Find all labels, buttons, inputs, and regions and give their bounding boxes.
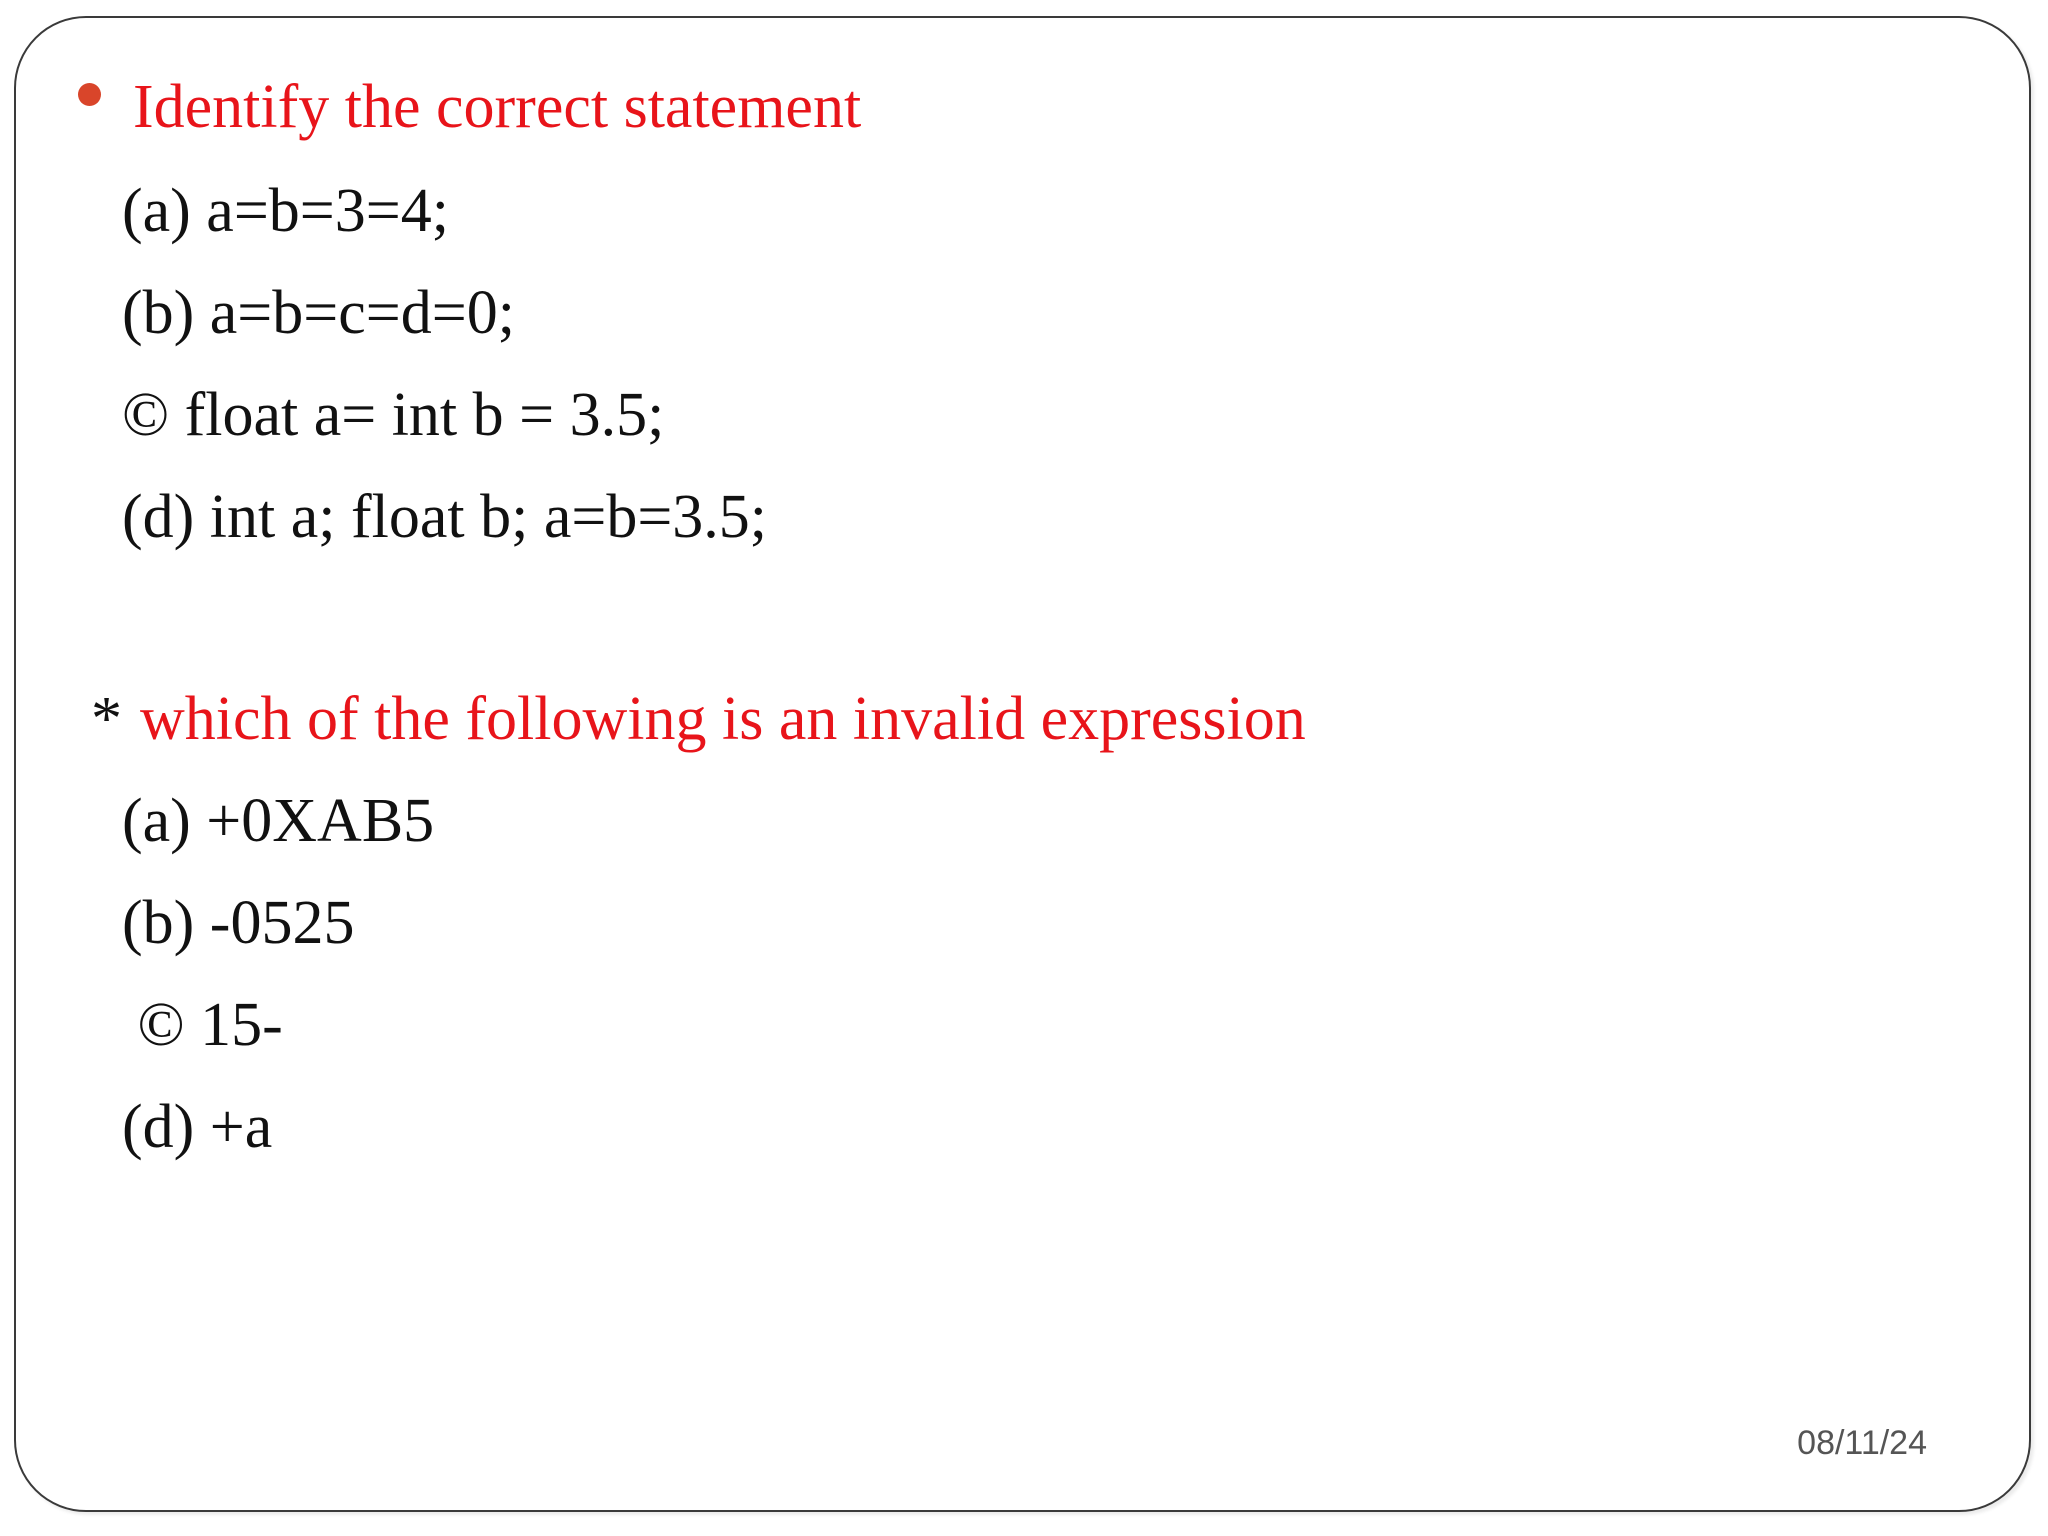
question-2-prompt: which of the following is an invalid expression: [140, 685, 1306, 753]
question-1-option-b: (b) a=b=c=d=0;: [122, 279, 515, 347]
question-1-option-c: © float a= int b = 3.5;: [122, 381, 665, 449]
question-2-option-c: © 15-: [122, 991, 283, 1059]
bullet-icon: [78, 83, 101, 106]
question-2-option-a: (a) +0XAB5: [122, 787, 435, 855]
slide-date: 08/11/24: [1797, 1424, 1927, 1462]
question-1-prompt: Identify the correct statement: [133, 73, 862, 141]
question-2-option-b: (b) -0525: [122, 889, 355, 957]
question-1-option-a: (a) a=b=3=4;: [122, 177, 449, 245]
question-2-option-d: (d) +a: [122, 1093, 273, 1161]
question-2-marker: *: [91, 685, 122, 753]
question-1-option-d: (d) int a; float b; a=b=3.5;: [122, 483, 768, 551]
